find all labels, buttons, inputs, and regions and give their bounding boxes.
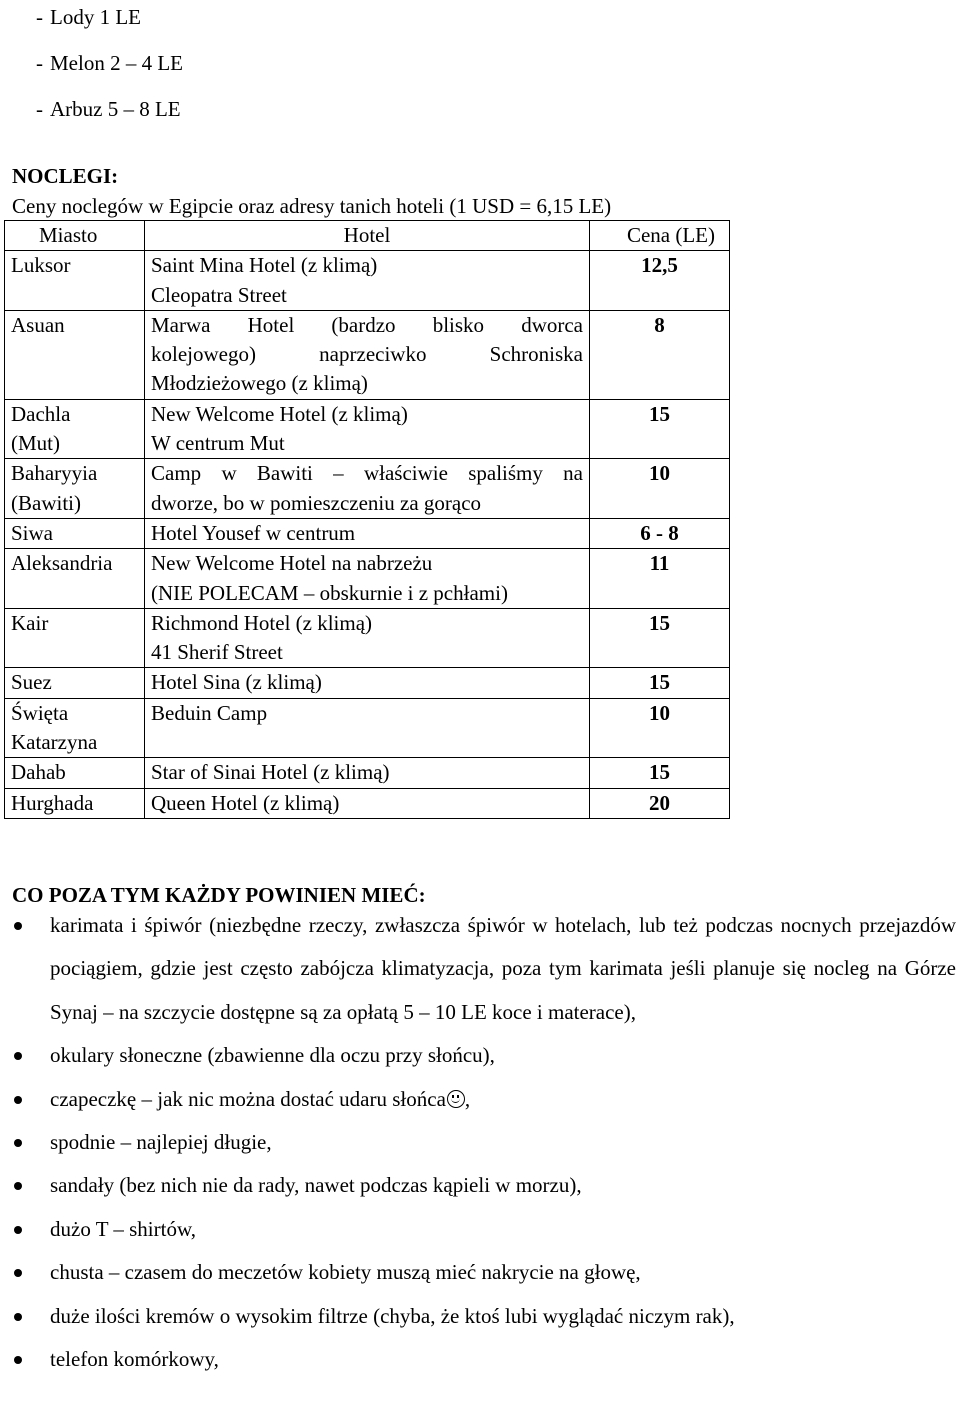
cell-hotel <box>145 459 590 519</box>
cell-hotel <box>145 518 590 548</box>
section-heading-packing: CO POZA TYM KAŻDY POWINIEN MIEĆ: <box>12 883 426 907</box>
cell-price: 15 <box>590 758 730 788</box>
cell-city <box>5 310 145 399</box>
list-item <box>0 1295 960 1338</box>
city-line: Asuan <box>11 312 65 337</box>
city-line: Katarzyna <box>11 730 98 755</box>
list-item-text: dużo T – shirtów, <box>50 1216 197 1241</box>
city-line: Dahab <box>11 760 66 785</box>
cell-price: 8 <box>590 310 730 399</box>
table-row <box>5 608 730 668</box>
list-item <box>0 1338 960 1381</box>
cell-city <box>5 459 145 519</box>
city-line: (Bawiti) <box>11 490 81 515</box>
cell-price: 10 <box>590 698 730 758</box>
list-item-text: spodnie – najlepiej długie, <box>50 1130 272 1155</box>
bullet-icon <box>14 1096 22 1104</box>
list-item <box>0 1251 960 1294</box>
cell-city <box>5 549 145 609</box>
cell-hotel <box>145 788 590 818</box>
hotel-line: Beduin Camp <box>151 700 268 725</box>
cell-hotel <box>145 668 590 698</box>
city-line: Suez <box>11 670 52 695</box>
list-item <box>0 40 700 86</box>
table-row <box>5 459 730 519</box>
table-row <box>5 518 730 548</box>
hotel-line: Queen Hotel (z klimą) <box>151 790 340 815</box>
header-price: Cena (LE) <box>590 221 730 251</box>
table-row <box>5 549 730 609</box>
bullet-icon <box>14 922 22 930</box>
city-line: (Mut) <box>11 431 60 456</box>
section-heading-noclegi: NOCLEGI: <box>12 164 119 188</box>
bullet-icon <box>14 1139 22 1147</box>
list-item-text: chusta – czasem do meczetów kobiety muszą mieć nakrycie na głowę, <box>50 1260 641 1285</box>
cell-hotel <box>145 608 590 668</box>
cell-hotel <box>145 310 590 399</box>
header-city: Miasto <box>5 221 145 251</box>
list-item-text: telefon komórkowy, <box>50 1347 219 1372</box>
hotel-line: Hotel Yousef w centrum <box>151 520 356 545</box>
cell-price: 15 <box>590 668 730 698</box>
cell-hotel <box>145 251 590 311</box>
cell-hotel <box>145 758 590 788</box>
cell-price: 11 <box>590 549 730 609</box>
table-row <box>5 251 730 311</box>
hotel-line: Hotel Sina (z klimą) <box>151 670 322 695</box>
cell-city <box>5 518 145 548</box>
cell-hotel <box>145 549 590 609</box>
cell-city <box>5 608 145 668</box>
packing-list <box>0 904 960 1381</box>
hotel-line: Saint Mina Hotel (z klimą) <box>151 253 378 278</box>
cell-city <box>5 698 145 758</box>
city-line: Kair <box>11 610 49 635</box>
list-item-text: sandały (bez nich nie da rady, nawet podczas kąpieli w morzu), <box>50 1173 582 1198</box>
cell-hotel <box>145 399 590 459</box>
list-item <box>0 1078 960 1121</box>
bullet-icon <box>14 1356 22 1364</box>
hotel-line: Cleopatra Street <box>151 282 287 307</box>
list-item <box>0 904 960 1034</box>
hotel-line: Marwa Hotel (bardzo blisko dworca <box>151 312 583 337</box>
hotel-line: 41 Sherif Street <box>151 640 283 665</box>
list-item-text: Arbuz 5 – 8 LE <box>50 96 181 121</box>
cell-price: 15 <box>590 608 730 668</box>
city-line: Święta <box>11 700 69 725</box>
table-row <box>5 698 730 758</box>
city-line: Baharyyia <box>11 461 98 486</box>
list-item-text: duże ilości kremów o wysokim filtrze (chyba, że ktoś lubi wyglądać niczym rak), <box>50 1303 735 1328</box>
list-item-text: karimata i śpiwór (niezbędne rzeczy, zwłaszcza śpiwór w hotelach, lub też podczas nocnych przejazdów pociągiem, gdzie jest często zabójcza klimatyzacja, poza tym karimata jeśli planuje się nocleg na Górze Synaj – na szczycie dostępne są za opłatą 5 – 10 LE koce i materace), <box>50 913 956 1024</box>
list-item-text: czapeczkę – jak nic można dostać udaru słońca <box>50 1086 446 1111</box>
list-item <box>0 1164 960 1207</box>
city-line: Dachla <box>11 401 71 426</box>
bullet-icon <box>14 1182 22 1190</box>
list-item <box>0 0 700 40</box>
cell-city <box>5 251 145 311</box>
hotel-line: New Welcome Hotel na nabrzeżu <box>151 551 433 576</box>
dash-marker: - <box>36 96 43 121</box>
table-row <box>5 758 730 788</box>
hotel-line: Richmond Hotel (z klimą) <box>151 610 373 635</box>
cell-city <box>5 758 145 788</box>
hotel-line: (NIE POLECAM – obskurnie i z pchłami) <box>151 580 508 605</box>
list-item-text: Lody 1 LE <box>50 4 141 29</box>
list-item <box>0 1034 960 1077</box>
hotel-line: W centrum Mut <box>151 431 285 456</box>
cell-city <box>5 399 145 459</box>
cell-price: 10 <box>590 459 730 519</box>
table-header-row <box>5 221 730 251</box>
dash-marker: - <box>36 50 43 75</box>
smiley-face-icon <box>447 1090 465 1108</box>
list-item <box>0 1208 960 1251</box>
hotel-line: New Welcome Hotel (z klimą) <box>151 401 408 426</box>
list-item-text: okulary słoneczne (zbawienne dla oczu przy słońcu), <box>50 1043 495 1068</box>
cell-city <box>5 788 145 818</box>
city-line: Aleksandria <box>11 551 113 576</box>
dash-marker: - <box>36 4 43 29</box>
cell-price: 15 <box>590 399 730 459</box>
list-item <box>0 86 700 132</box>
hotel-price-table <box>4 220 730 819</box>
cell-price: 12,5 <box>590 251 730 311</box>
hotel-line: Star of Sinai Hotel (z klimą) <box>151 760 390 785</box>
bullet-icon <box>14 1226 22 1234</box>
list-item-text: Melon 2 – 4 LE <box>50 50 183 75</box>
hotel-line: dworze, bo w pomieszczeniu za gorąco <box>151 490 482 515</box>
fruit-price-list <box>0 0 700 132</box>
list-item <box>0 1121 960 1164</box>
hotel-line: Camp w Bawiti – właściwie spaliśmy na <box>151 461 583 486</box>
table-row <box>5 788 730 818</box>
table-row <box>5 399 730 459</box>
header-hotel: Hotel <box>145 221 590 251</box>
city-line: Hurghada <box>11 790 94 815</box>
city-line: Luksor <box>11 253 71 278</box>
table-caption: Ceny noclegów w Egipcie oraz adresy tanich hoteli (1 USD = 6,15 LE) <box>12 194 612 218</box>
bullet-icon <box>14 1313 22 1321</box>
cell-hotel <box>145 698 590 758</box>
hotel-line: kolejowego) naprzeciwko Schroniska <box>151 342 583 367</box>
cell-price: 6 - 8 <box>590 518 730 548</box>
city-line: Siwa <box>11 520 53 545</box>
list-item-suffix: , <box>464 1086 471 1111</box>
bullet-icon <box>14 1269 22 1277</box>
cell-city <box>5 668 145 698</box>
table-row <box>5 668 730 698</box>
cell-price: 20 <box>590 788 730 818</box>
bullet-icon <box>14 1052 22 1060</box>
table-row <box>5 310 730 399</box>
hotel-line: Młodzieżowego (z klimą) <box>151 371 368 396</box>
